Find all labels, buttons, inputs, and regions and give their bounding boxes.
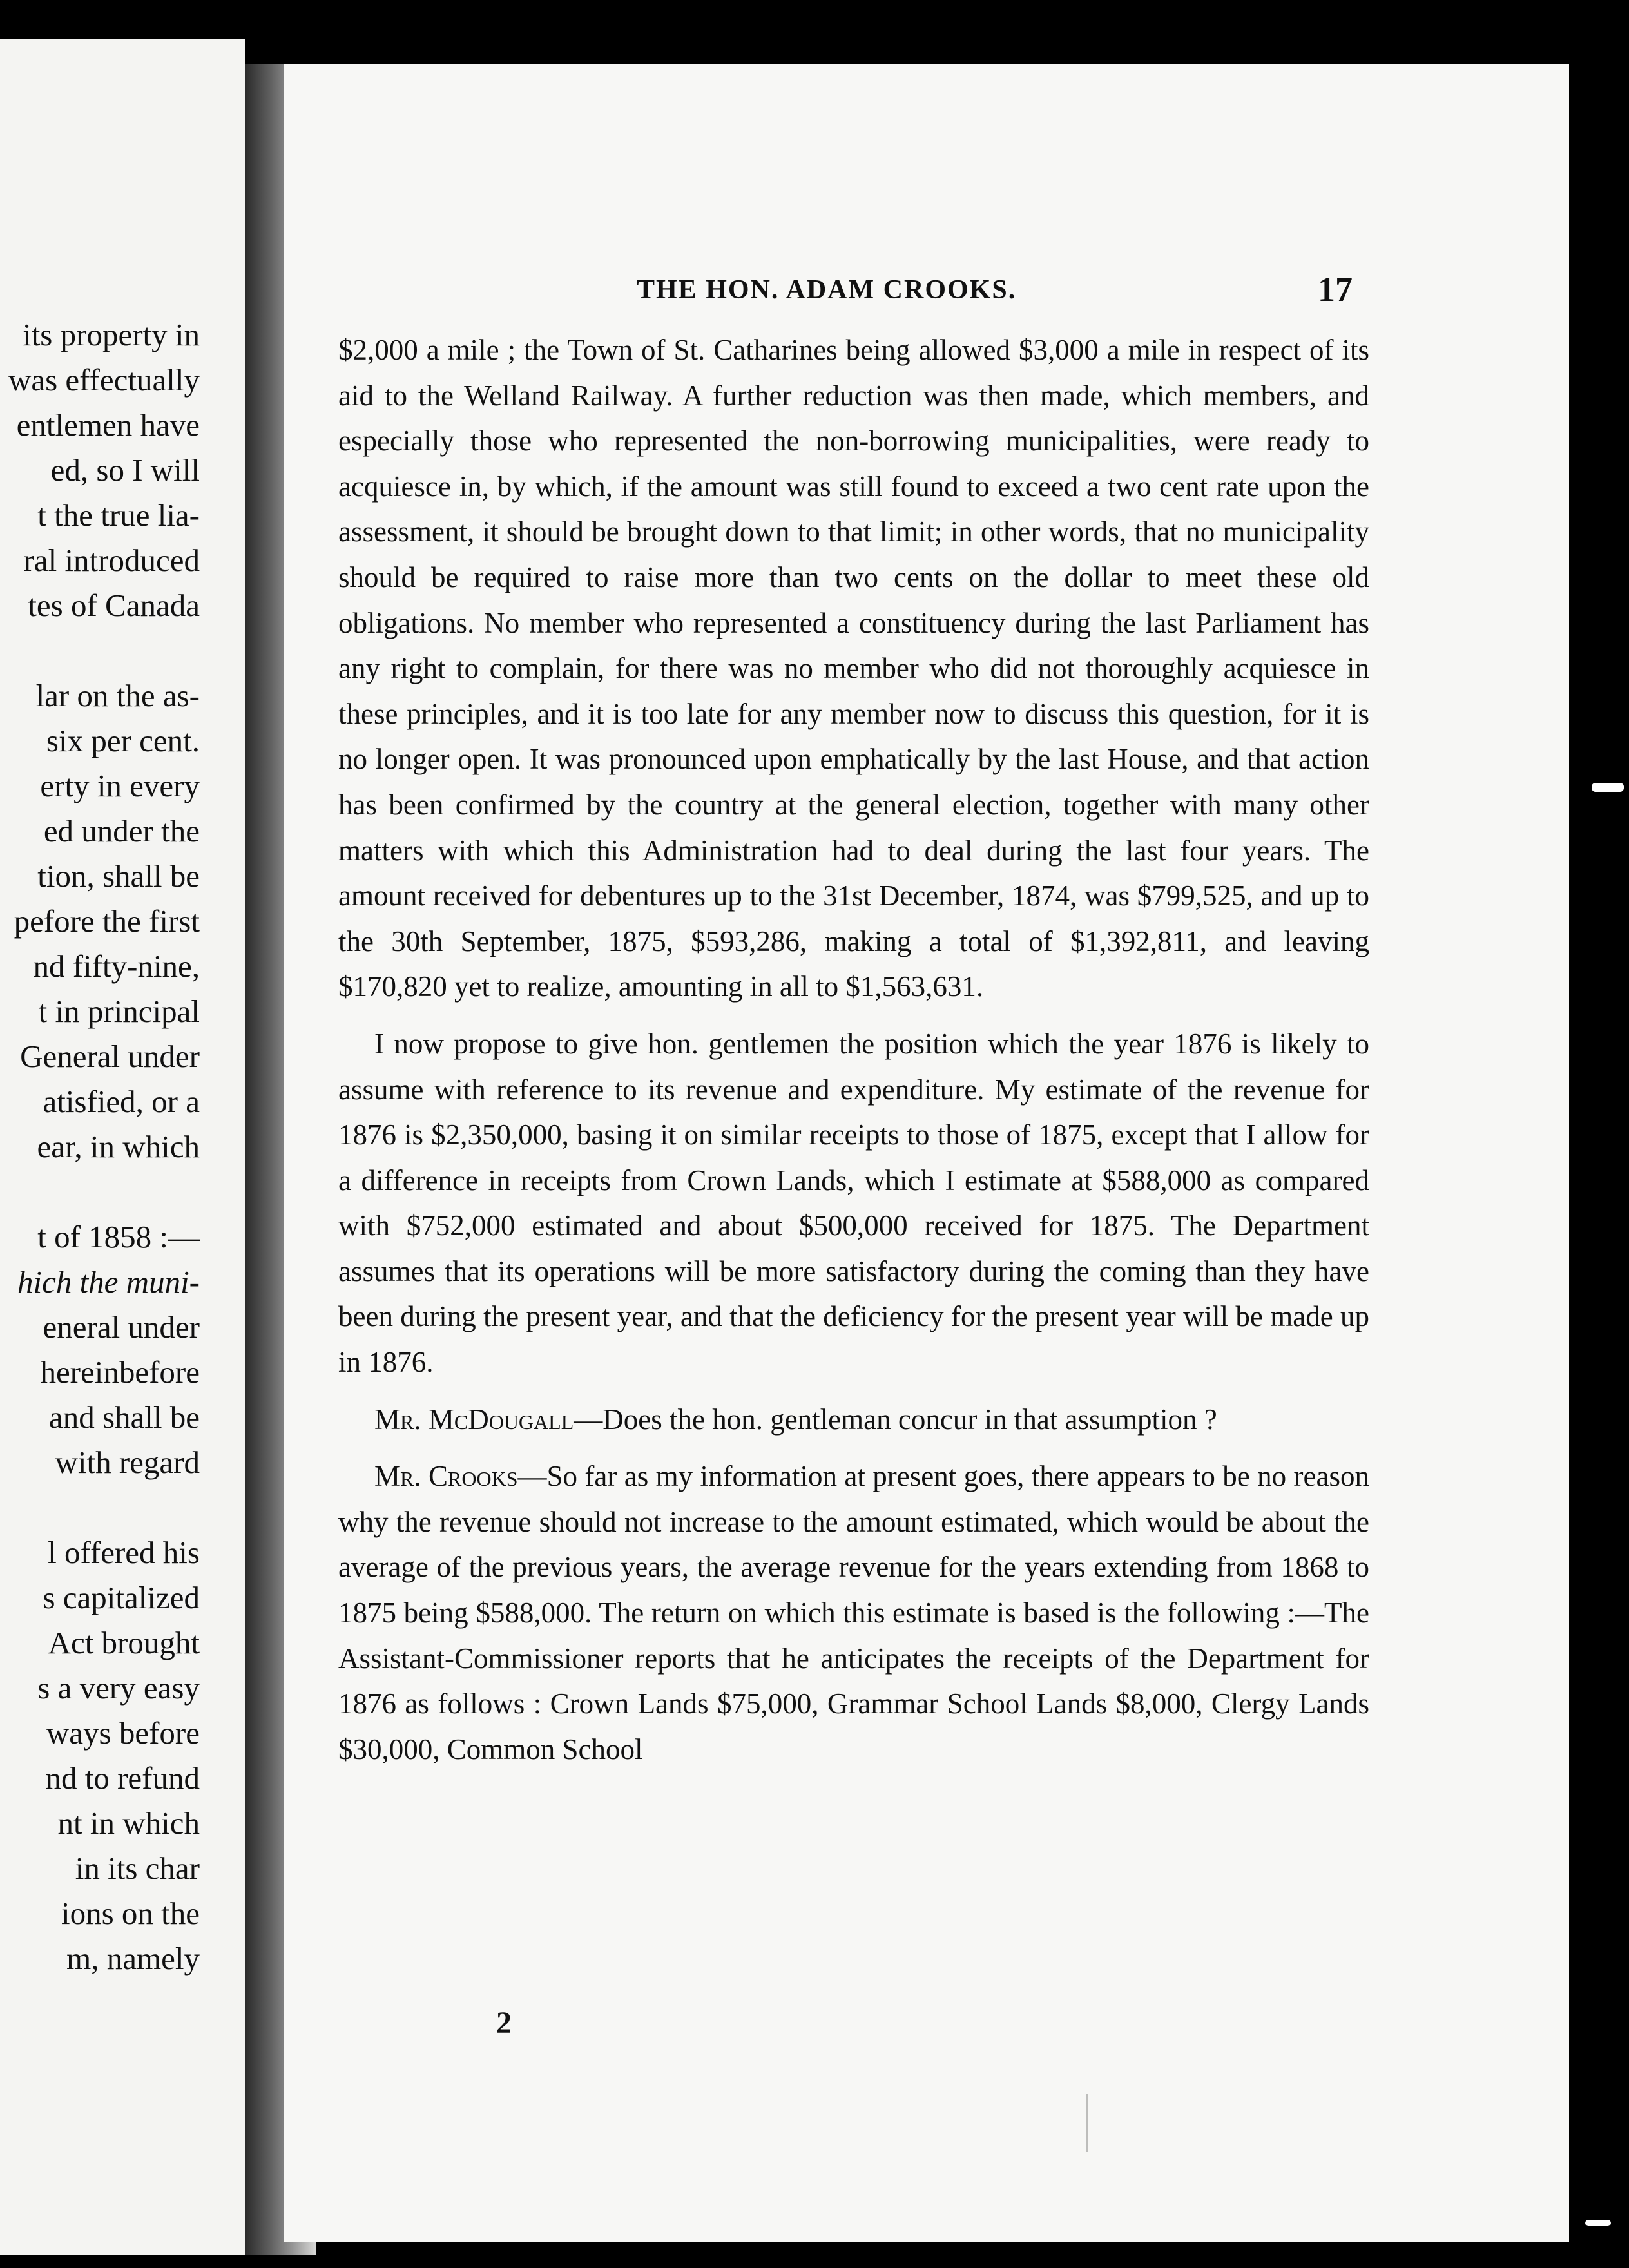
paragraph: $2,000 a mile ; the Town of St. Catharines being allowed $3,000 a mile in respect of its aid to the Welland Railway. A further reduction was then made, which members, and especially those who represented the non-borrowing municipalities, were ready to acquiesce in, by which, if the amount was still found to exceed a two cent rate upon the assessment, it should be brought down to that limit; in other words, that no municipality should be required to raise more than two cents on the dollar to meet these old obligations. No member who represented a constituency during the last Parliament has any right to complain, for there was no member who did not thoroughly acquiesce in these principles, and it is too late for any member now to discuss this question, for it is no longer open. It was pronounced upon emphatically by the last House, and that action has been confirmed by the country at the general election, together with many other matters with which this Administration had to deal during the last four years. The amount received for debentures up to the 31st December, 1874, was $799,525, and up to the 30th September, 1875, $593,286, making a total of $1,392,811, and leaving $170,820 yet to realize, amounting in all to $1,563,631. (338, 334, 1369, 1003)
left-page-line: t of 1858 :— (37, 1219, 200, 1254)
left-page-line: ral introduced (23, 543, 200, 578)
left-page-line: l offered his (48, 1535, 200, 1570)
left-page-line: t in principal (38, 994, 200, 1029)
left-page-line: six per cent. (46, 723, 200, 758)
left-page-line: ed under the (43, 813, 200, 849)
left-facing-page (0, 39, 245, 2255)
left-page-line: tes of Canada (28, 588, 200, 623)
left-page-line: entlemen have (16, 407, 200, 443)
running-title: THE HON. ADAM CROOKS. (637, 275, 1017, 305)
paragraph (338, 1454, 1369, 1772)
speaker-name: Mr. Crooks (374, 1460, 518, 1493)
left-page-line: nd fifty-nine, (33, 948, 200, 984)
left-page-line: t the true lia- (37, 497, 200, 533)
scan-mark (1086, 2094, 1088, 2152)
left-page-line: nt in which (57, 1805, 200, 1841)
body-text (338, 327, 1369, 1772)
paragraph: I now propose to give hon. gentlemen the position which the year 1876 is likely to assume with reference to its revenue and expenditure. My estimate of the revenue for 1876 is $2,350,000, basing it on similar receipts to those of 1875, except that I allow for a difference in receipts from Crown Lands, which I estimate at $588,000 as compared with $752,000 estimated and about $500,000 received for 1875. The Department assumes that its operations will be more satisfactory during the coming than they have been during the present year, and that the deficiency for the present year will be made up in 1876. (338, 1027, 1369, 1379)
scan-speck (1592, 783, 1624, 792)
left-page-line: hich the muni- (17, 1264, 200, 1300)
left-page-line: tion, shall be (37, 858, 200, 894)
paragraph (338, 1397, 1369, 1443)
speech-text: —Does the hon. gentleman concur in that assumption ? (574, 1403, 1217, 1436)
left-page-line: pefore the first (14, 903, 200, 939)
left-page-line: s a very easy (37, 1670, 200, 1706)
running-head (284, 269, 1569, 321)
left-page-line: lar on the as- (35, 678, 200, 713)
left-page-line: Act brought (48, 1625, 200, 1660)
left-page-line: in its char (75, 1850, 200, 1886)
left-page-line: ions on the (61, 1896, 200, 1931)
left-page-line: ear, in which (37, 1129, 200, 1164)
left-page-line: and shall be (48, 1399, 200, 1435)
left-page-line: nd to refund (45, 1760, 200, 1796)
left-page-line: ways before (46, 1715, 200, 1751)
page-number: 17 (1318, 270, 1353, 309)
left-page-line: ed, so I will (50, 452, 200, 488)
left-page-line: eneral under (43, 1309, 200, 1345)
left-page-line: m, namely (66, 1941, 200, 1976)
left-page-line: hereinbefore (40, 1354, 200, 1390)
scan-speck (1585, 2220, 1611, 2226)
speaker-name: Mr. McDougall (374, 1403, 574, 1436)
left-page-line: with regard (55, 1445, 200, 1480)
left-page-line: s capitalized (43, 1580, 200, 1615)
left-page-line: atisfied, or a (43, 1084, 200, 1119)
left-page-line: its property in (23, 317, 200, 352)
speech-text: —So far as my information at present goes, there appears to be no reason why the revenue should not increase to the amount estimated, which would be about the average of the previous years, the average revenue for the years extending from 1868 to 1875 being $588,000. The return on which this estimate is based is the following :—The Assistant-Commissioner reports that he anticipates the receipts of the Department for 1876 as follows : Crown Lands $75,000, Grammar School Lands $8,000, Clergy Lands $30,000, Common School (338, 1460, 1370, 1765)
signature-mark: 2 (496, 2006, 512, 2040)
book-page (284, 64, 1569, 2242)
left-page-line: General under (20, 1039, 200, 1074)
left-page-line: erty in every (40, 768, 200, 803)
left-page-line: was effectually (8, 362, 200, 398)
